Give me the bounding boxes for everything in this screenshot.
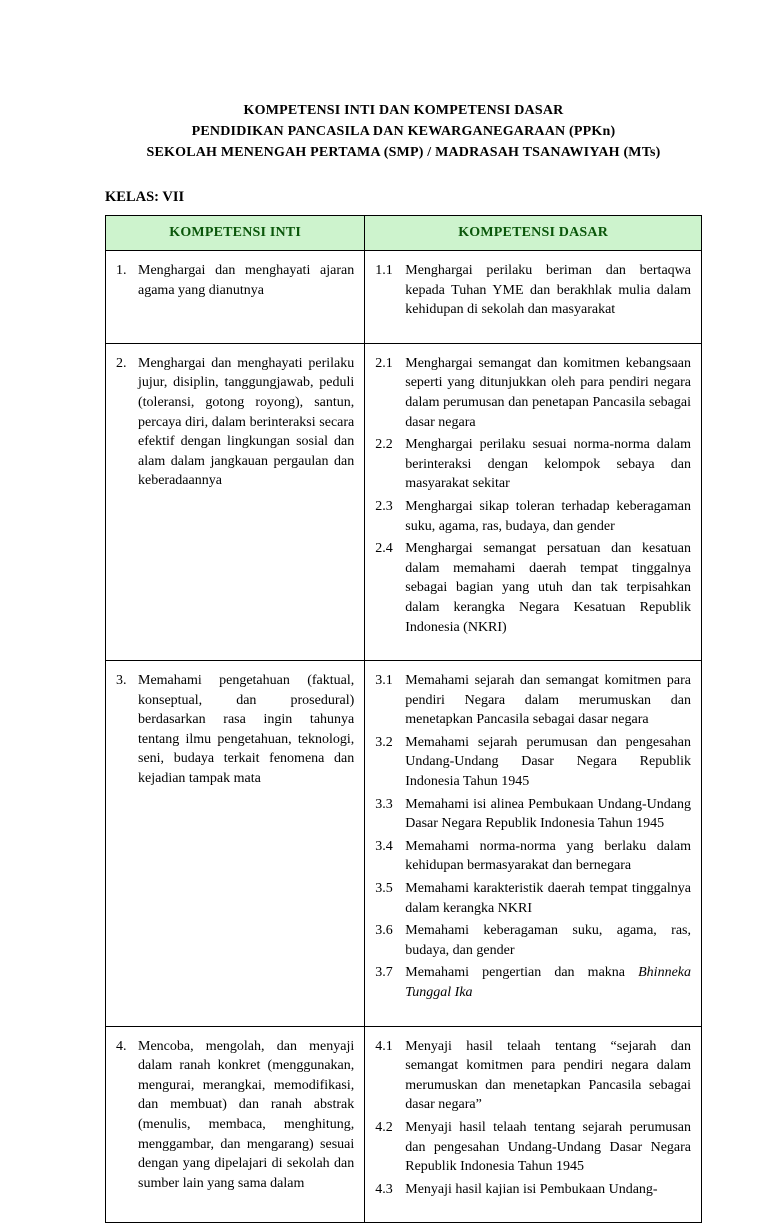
item-text: Memahami pengertian dan makna Bhinneka Tunggal Ika [405,965,691,1000]
item-number: 4.2 [375,1119,393,1135]
document-page [105,100,702,1223]
item-text: Menghargai semangat persatuan dan kesatuan dalam memahami daerah tempat tinggalnya sebagai bagian yang utuh dan tak terpisahkan dalam kerangka Negara Kesatuan Republik Indonesia (NKRI) [405,541,691,635]
item-number: 1. [116,263,127,278]
kompetensi-dasar-cell [365,251,702,344]
item-number: 3.1 [375,673,393,689]
header-kompetensi-inti: KOMPETENSI INTI [106,216,365,251]
item-number: 4. [116,1038,127,1054]
list-item [116,671,354,789]
item-text: Memahami sejarah dan semangat komitmen para pendiri Negara dalam merumuskan dan menetapkan Pancasila sebagai dasar negara [405,673,691,728]
list-item [375,1180,691,1200]
title-line-3: SEKOLAH MENENGAH PERTAMA (SMP) / MADRASAH TSANAWIYAH (MTs) [146,145,661,160]
item-number: 3.6 [375,923,393,939]
list-item [116,261,354,300]
item-number: 2.1 [375,355,393,371]
table-row [106,343,702,660]
title-line-2: PENDIDIKAN PANCASILA DAN KEWARGANEGARAAN (PPKn) [191,124,616,139]
item-number: 2. [116,355,127,371]
kompetensi-inti-cell [106,251,365,344]
item-number: 3.7 [375,965,393,981]
item-number: 4.1 [375,1038,393,1054]
item-text: Memahami isi alinea Pembukaan Undang-Undang Dasar Negara Republik Indonesia Tahun 1945 [405,796,691,832]
item-text: Menghargai dan menghayati perilaku jujur, disiplin, tanggungjawab, peduli (toleransi, gotong royong), santun, percaya diri, dalam berinteraksi secara efektif dengan lingkungan sosial dan alam dalam jangkauan pergaulan dan keberadaannya [138,355,355,489]
item-number: 2.3 [375,498,393,514]
item-text: Memahami karakteristik daerah tempat tinggalnya dalam kerangka NKRI [405,881,691,916]
item-text: Memahami keberagaman suku, agama, ras, budaya, dan gender [405,923,691,958]
kompetensi-inti-cell [106,1026,365,1223]
item-text: Menyaji hasil telaah tentang “sejarah dan semangat komitmen para pendiri negara dalam merumuskan dan menetapkan Pancasila sebagai dasar negara” [405,1038,691,1113]
list-item [375,837,691,876]
item-number: 3.3 [375,796,393,812]
item-text: Menyaji hasil kajian isi Pembukaan Undang- [405,1181,658,1197]
list-item [116,1037,354,1194]
item-number: 2.4 [375,541,393,557]
item-number: 3.4 [375,838,393,854]
list-item [375,795,691,834]
item-text: Mencoba, mengolah, dan menyaji dalam ranah konkret (menggunakan, mengurai, merangkai, memodifikasi, dan membuat) dan ranah abstrak (menulis, membaca, menghitung, menggambar, dan mengarang) sesuai dengan yang dipelajari di sekolah dan sumber lain yang sama dalam [138,1038,355,1191]
item-text: Menghargai sikap toleran terhadap keberagaman suku, agama, ras, budaya, dan gender [405,498,691,534]
item-text: Memahami norma-norma yang berlaku dalam kehidupan bermasyarakat dan bernegara [405,838,691,874]
item-number: 2.2 [375,437,393,453]
table-row [106,1026,702,1223]
table-row [106,251,702,344]
item-text: Memahami sejarah perumusan dan pengesahan Undang-Undang Dasar Negara Republik Indonesia Tahun 1945 [405,734,691,790]
kompetensi-dasar-cell [365,661,702,1027]
title-line-1: KOMPETENSI INTI DAN KOMPETENSI DASAR [243,103,564,118]
item-number: 3.5 [375,881,393,897]
ki-kd-table [105,215,702,1223]
header-kompetensi-dasar: KOMPETENSI DASAR [365,216,702,251]
list-item [375,261,691,320]
list-item [375,733,691,792]
item-number: 1.1 [375,263,393,278]
table-row [106,661,702,1027]
kompetensi-inti-cell [106,343,365,660]
list-item [116,354,354,491]
item-text: Menghargai perilaku sesuai norma-norma dalam berinteraksi dengan kelompok sebaya dan masyarakat sekitar [405,437,691,492]
list-item [375,671,691,730]
list-item [375,1037,691,1115]
class-label: KELAS: VII [105,189,185,205]
list-item [375,1118,691,1177]
list-item [375,879,691,918]
list-item [375,435,691,494]
table-header-row [106,216,702,251]
table-body [106,251,702,1223]
list-item [375,921,691,960]
list-item [375,539,691,637]
item-number: 4.3 [375,1181,393,1197]
list-item [375,963,691,1002]
list-item [375,354,691,432]
kompetensi-dasar-cell [365,343,702,660]
item-text: Memahami pengetahuan (faktual, konseptual, dan prosedural) berdasarkan rasa ingin tahunya tentang ilmu pengetahuan, teknologi, seni, budaya terkait fenomena dan kejadian tampak mata [138,673,355,787]
table-header [106,216,702,251]
item-text: Menyaji hasil telaah tentang sejarah perumusan dan pengesahan Undang-Undang Dasar Negara Republik Indonesia Tahun 1945 [405,1119,691,1175]
item-text: Menghargai perilaku beriman dan bertaqwa kepada Tuhan YME dan berakhlak mulia dalam kehidupan di sekolah dan masyarakat [405,263,691,318]
item-number: 3.2 [375,734,393,750]
item-number: 3. [116,673,127,689]
item-text: Menghargai dan menghayati ajaran agama yang dianutnya [138,263,355,298]
document-title [105,100,702,163]
kompetensi-inti-cell [106,661,365,1027]
kompetensi-dasar-cell [365,1026,702,1223]
item-text: Menghargai semangat dan komitmen kebangsaan seperti yang ditunjukkan oleh para pendiri negara dalam perumusan dan penetapan Pancasila sebagai dasar negara [405,355,691,430]
list-item [375,497,691,536]
italic-phrase: Bhinneka Tunggal Ika [405,965,691,1000]
